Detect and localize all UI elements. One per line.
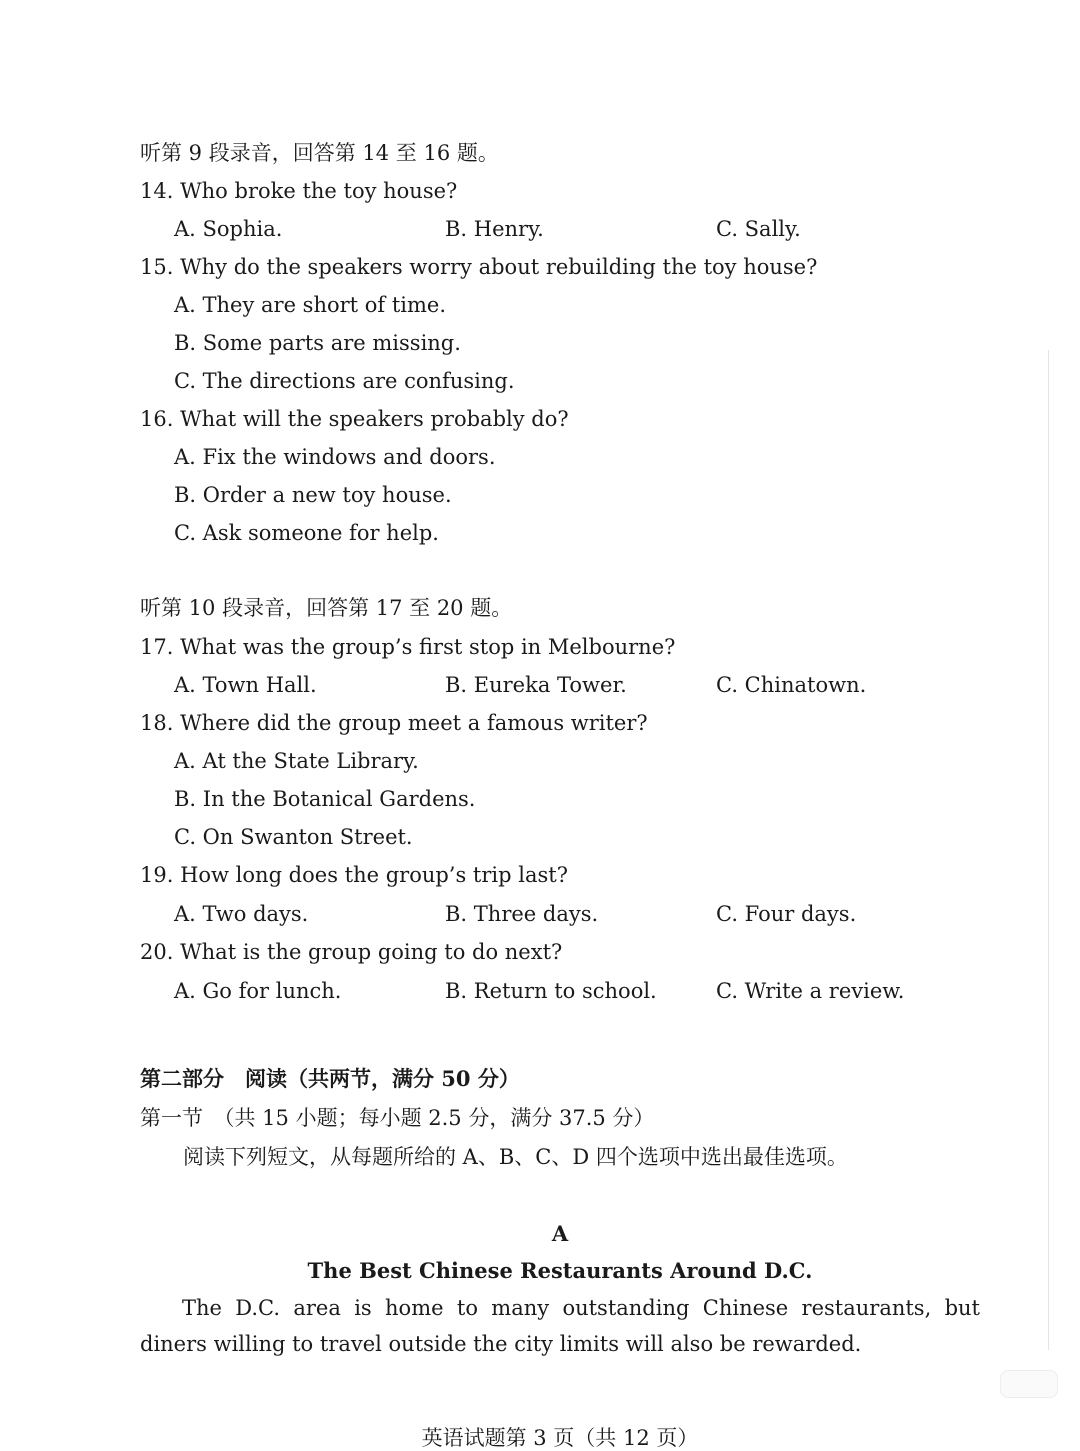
question-15-stem: 15. Why do the speakers worry about rebuilding the toy house?: [140, 255, 818, 279]
question-20-stem: 20. What is the group going to do next?: [140, 940, 563, 964]
question-19-stem: 19. How long does the group’s trip last?: [140, 863, 568, 887]
question-17-option-c: C. Chinatown.: [716, 673, 867, 697]
watermark-logo: [1000, 1370, 1058, 1398]
question-14-stem: 14. Who broke the toy house?: [140, 179, 458, 203]
question-14-option-c: C. Sally.: [716, 217, 801, 241]
section10-heading: 听第 10 段录音，回答第 17 至 20 题。: [140, 596, 513, 620]
passage-letter: A: [551, 1221, 569, 1246]
question-20-option-c: C. Write a review.: [716, 979, 905, 1003]
part2-section1: 第一节 （共 15 小题；每小题 2.5 分，满分 37.5 分）: [140, 1106, 655, 1130]
part2-instruction: 阅读下列短文，从每题所给的 A、B、C、D 四个选项中选出最佳选项。: [183, 1145, 848, 1169]
question-17-option-b: B. Eureka Tower.: [445, 673, 627, 697]
question-16-option-a: A. Fix the windows and doors.: [174, 445, 496, 469]
passage-paragraph: The D.C. area is home to many outstanding Chinese restaurants, but diners willing to travel outside the city limits will also be rewarded.: [140, 1296, 980, 1356]
question-18-option-c: C. On Swanton Street.: [174, 825, 413, 849]
page-footer: 英语试题第 3 页（共 12 页）: [421, 1426, 699, 1450]
part2-title: 第二部分 阅读（共两节，满分 50 分）: [140, 1066, 520, 1091]
question-20-option-a: A. Go for lunch.: [174, 979, 342, 1003]
question-18-stem: 18. Where did the group meet a famous writer?: [140, 711, 648, 735]
question-19-option-c: C. Four days.: [716, 902, 857, 926]
question-14-option-a: A. Sophia.: [174, 217, 283, 241]
question-16-option-c: C. Ask someone for help.: [174, 521, 439, 545]
question-19-option-a: A. Two days.: [174, 902, 309, 926]
question-20-option-b: B. Return to school.: [445, 979, 657, 1003]
passage-title: The Best Chinese Restaurants Around D.C.: [307, 1258, 813, 1283]
question-14-option-b: B. Henry.: [445, 217, 544, 241]
question-15-option-c: C. The directions are confusing.: [174, 369, 515, 393]
question-15-option-b: B. Some parts are missing.: [174, 331, 461, 355]
question-16-option-b: B. Order a new toy house.: [174, 483, 452, 507]
question-15-option-a: A. They are short of time.: [174, 293, 447, 317]
question-19-option-b: B. Three days.: [445, 902, 599, 926]
question-18-option-a: A. At the State Library.: [174, 749, 419, 773]
question-17-option-a: A. Town Hall.: [174, 673, 317, 697]
question-18-option-b: B. In the Botanical Gardens.: [174, 787, 476, 811]
question-17-stem: 17. What was the group’s first stop in Melbourne?: [140, 635, 676, 659]
section9-heading: 听第 9 段录音，回答第 14 至 16 题。: [140, 141, 499, 165]
question-16-stem: 16. What will the speakers probably do?: [140, 407, 569, 431]
scan-edge-line: [1048, 350, 1049, 1350]
